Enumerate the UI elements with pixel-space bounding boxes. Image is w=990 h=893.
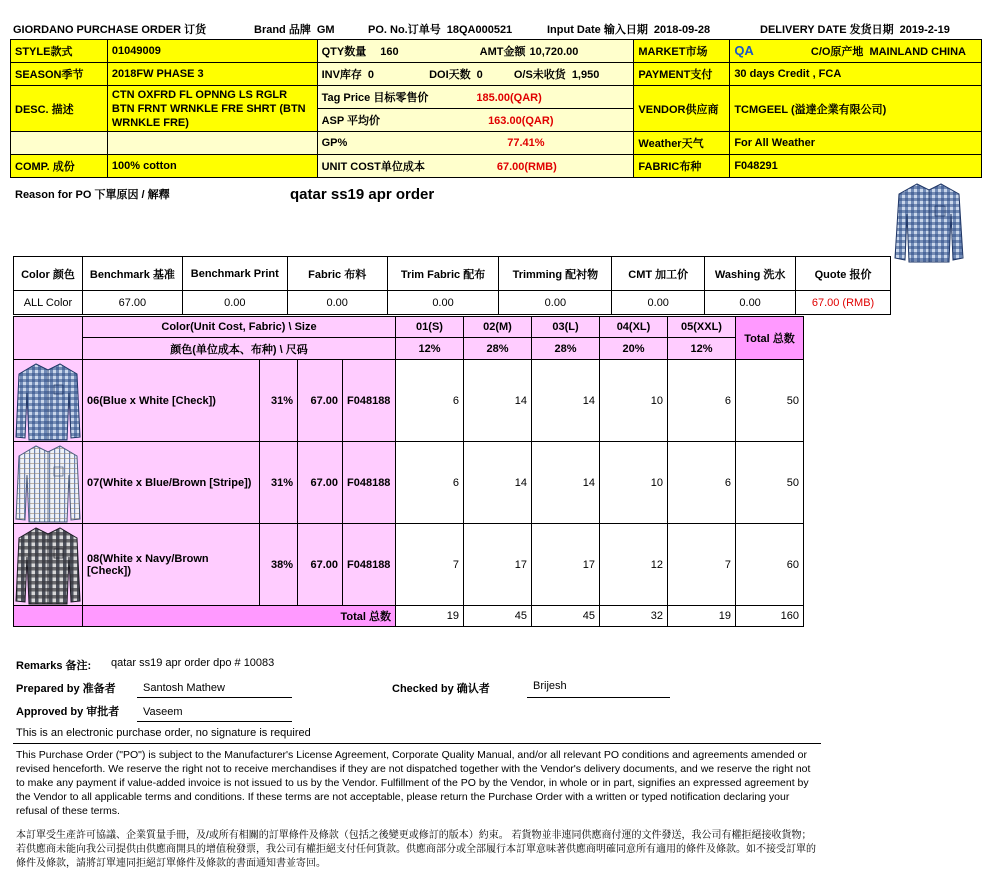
market-co-cell: QA C/O原产地 MAINLAND CHINA (730, 40, 982, 63)
payment-value: 30 days Credit , FCA (730, 63, 982, 86)
market-label: MARKET市场 (634, 40, 730, 63)
cost-table (13, 256, 891, 315)
cost-value-trim-fabric: 0.00 (387, 291, 499, 315)
po-number-field: PO. No.订单号 18QA000521 (368, 24, 513, 36)
po-info-table (10, 39, 982, 178)
fabric-value: F048291 (730, 155, 982, 178)
season-value: 2018FW PHASE 3 (107, 63, 317, 86)
size-name-s: 01(S) (396, 317, 464, 338)
color-07-image (14, 442, 83, 524)
row-qty-s: 6 (396, 360, 464, 442)
row-fabric: F048188 (343, 442, 396, 524)
color-08-image (14, 524, 83, 606)
vendor-label: VENDOR供应商 (634, 86, 730, 132)
row-fabric: F048188 (343, 360, 396, 442)
cost-header-washing: Washing 洗水 (705, 257, 796, 291)
cost-header-quote: Quote 报价 (796, 257, 891, 291)
season-label: SEASON季节 (11, 63, 108, 86)
desc-label: DESC. 描述 (11, 86, 108, 132)
row-pct: 38% (260, 524, 298, 606)
electronic-note: This is an electronic purchase order, no signature is required (16, 727, 311, 739)
footer-qty-xxl: 19 (668, 606, 736, 627)
cost-value-quote: 67.00 (RMB) (796, 291, 891, 315)
payment-label: PAYMENT支付 (634, 63, 730, 86)
shirt-blue-check-image (14, 361, 82, 441)
gp-cell: GP% 77.41% (317, 132, 634, 155)
size-pct-xl: 20% (600, 338, 668, 360)
size-name-xl: 04(XL) (600, 317, 668, 338)
row-cost: 67.00 (298, 524, 343, 606)
size-name-l: 03(L) (532, 317, 600, 338)
cost-value-color: ALL Color (14, 291, 83, 315)
size-total-row (14, 606, 804, 627)
size-pct-s: 12% (396, 338, 464, 360)
po-title: GIORDANO PURCHASE ORDER 订货 (13, 24, 207, 36)
desc-value: CTN OXFRD FL OPNNG LS RGLR BTN FRNT WRNKLE FRE SHRT (BTN WRNKLE FRE) (107, 86, 317, 132)
row-color: 06(Blue x White [Check]) (83, 360, 260, 442)
unit-cost-cell: UNIT COST单位成本 67.00(RMB) (317, 155, 634, 178)
cost-value-benchmark-print: 0.00 (182, 291, 287, 315)
cost-value-cmt: 0.00 (612, 291, 705, 315)
vendor-value: TCMGEEL (溢達企業有限公司) (730, 86, 982, 132)
weather-value: For All Weather (730, 132, 982, 155)
style-value: 01049009 (107, 40, 317, 63)
style-label: STYLE款式 (11, 40, 108, 63)
terms-chinese: 本訂單受生產許可協議、企業質量手冊，及/或所有相關的訂單條件及條款（包括之後變更或修訂的版本）約束。 若貨物並非連同供應商付運的文件發送，我公司有權拒絕接收貨物；若供應商未能向我公司提供由供應商開具的增值稅發票，我公司有權拒絕支付任何貨款。供應商部分或全部履行本訂單意味著供應商明確同意所有適用的條件及條款。如不接受訂單的條件及條款，請將訂單連同拒絕訂單條件及條款的書面通知書並寄回。 (16, 830, 816, 869)
size-name-xxl: 05(XXL) (668, 317, 736, 338)
row-qty-xxl: 7 (668, 524, 736, 606)
cost-header-trimming: Trimming 配衬物 (499, 257, 612, 291)
size-head-cn: 颜色(单位成本、布种) \ 尺码 (83, 338, 396, 360)
cost-header-benchmark-print: Benchmark Print (182, 257, 287, 291)
row-qty-l: 14 (532, 442, 600, 524)
row-qty-xl: 12 (600, 524, 668, 606)
reason-value: qatar ss19 apr order (290, 186, 435, 203)
footer-qty-m: 45 (464, 606, 532, 627)
row-qty-xxl: 6 (668, 442, 736, 524)
cost-value-trimming: 0.00 (499, 291, 612, 315)
cost-value-benchmark: 67.00 (82, 291, 182, 315)
cost-header-color: Color 颜色 (14, 257, 83, 291)
row-total: 50 (736, 360, 804, 442)
table-row (14, 360, 804, 442)
cost-header-benchmark: Benchmark 基准 (82, 257, 182, 291)
brand-field: Brand 品牌 GM (254, 24, 335, 36)
remarks-value: qatar ss19 apr order dpo # 10083 (111, 657, 275, 669)
size-total-header: Total 总数 (736, 317, 804, 360)
color-06-image (14, 360, 83, 442)
row-color: 08(White x Navy/Brown [Check]) (83, 524, 260, 606)
prepared-value: Santosh Mathew (143, 682, 225, 694)
footer-qty-l: 45 (532, 606, 600, 627)
row-qty-m: 17 (464, 524, 532, 606)
cost-header-trim-fabric: Trim Fabric 配布 (387, 257, 499, 291)
shirt-white-stripe-image (14, 443, 82, 523)
table-row (14, 442, 804, 524)
row-qty-xl: 10 (600, 442, 668, 524)
inv-doi-os-cell: INV库存 0 DOI天数 0 O/S未收货 1,950 (317, 63, 634, 86)
size-breakdown-table (13, 316, 804, 627)
shirt-navy-check-image (14, 525, 82, 605)
asp-cell: ASP 平均价 163.00(QAR) (317, 109, 634, 132)
cost-value-washing: 0.00 (705, 291, 796, 315)
row-color: 07(White x Blue/Brown [Stripe]) (83, 442, 260, 524)
size-pct-l: 28% (532, 338, 600, 360)
size-pct-xxl: 12% (668, 338, 736, 360)
input-date-field: Input Date 输入日期 2018-09-28 (547, 24, 711, 36)
delivery-date-field: DELIVERY DATE 发货日期 2019-2-19 (760, 24, 950, 36)
row-qty-xxl: 6 (668, 360, 736, 442)
row-qty-m: 14 (464, 442, 532, 524)
reason-label: Reason for PO 下單原因 / 解釋 (15, 189, 170, 201)
cost-value-fabric: 0.00 (287, 291, 387, 315)
row-qty-l: 14 (532, 360, 600, 442)
table-row (14, 524, 804, 606)
cost-header-fabric: Fabric 布料 (287, 257, 387, 291)
qty-amt-cell: QTY数量 160 AMT金额 10,720.00 (317, 40, 634, 63)
footer-total-label: Total 总数 (83, 606, 396, 627)
size-pct-m: 28% (464, 338, 532, 360)
fabric-label: FABRIC布种 (634, 155, 730, 178)
row-cost: 67.00 (298, 442, 343, 524)
row-qty-s: 6 (396, 442, 464, 524)
footer-grand-total: 160 (736, 606, 804, 627)
row-qty-m: 14 (464, 360, 532, 442)
cost-header-cmt: CMT 加工价 (612, 257, 705, 291)
comp-label: COMP. 成份 (11, 155, 108, 178)
tag-price-cell: Tag Price 目标零售价 185.00(QAR) (317, 86, 634, 109)
row-total: 60 (736, 524, 804, 606)
remarks-label: Remarks 备注: (16, 660, 92, 672)
terms-english: This Purchase Order ("PO") is subject to the Manufacturer's License Agreement, Corporate Quality Manual, and/or all relevant PO conditions and agreements amended or revised henceforth. We reserve the right not to receive merchandises if they are not dispatched together with the Vendor's delivery documents, and we reserve the right not to make any payment if value-added invoice is not issued to us by the Vendor. Fulfillment of the PO by the Vendor, in whole or in part, signifies an expressed agreement by the Vendor to all applicable terms and conditions. If these terms are not acceptable, please return the Purchase Order with a written or typed notification declaring your refusal of these terms. (16, 749, 811, 817)
checked-label: Checked by 确认者 (392, 683, 490, 695)
approved-value: Vaseem (143, 706, 183, 718)
comp-value: 100% cotton (107, 155, 317, 178)
row-pct: 31% (260, 360, 298, 442)
row-fabric: F048188 (343, 524, 396, 606)
row-qty-s: 7 (396, 524, 464, 606)
approved-label: Approved by 审批者 (16, 706, 120, 718)
row-pct: 31% (260, 442, 298, 524)
size-head-en: Color(Unit Cost, Fabric) \ Size (83, 317, 396, 338)
footer-qty-xl: 32 (600, 606, 668, 627)
prepared-label: Prepared by 准备者 (16, 683, 116, 695)
row-qty-xl: 10 (600, 360, 668, 442)
weather-label: Weather天气 (634, 132, 730, 155)
footer-qty-s: 19 (396, 606, 464, 627)
checked-value: Brijesh (533, 680, 567, 692)
row-qty-l: 17 (532, 524, 600, 606)
row-total: 50 (736, 442, 804, 524)
product-shirt-image (893, 180, 965, 264)
row-cost: 67.00 (298, 360, 343, 442)
size-name-m: 02(M) (464, 317, 532, 338)
